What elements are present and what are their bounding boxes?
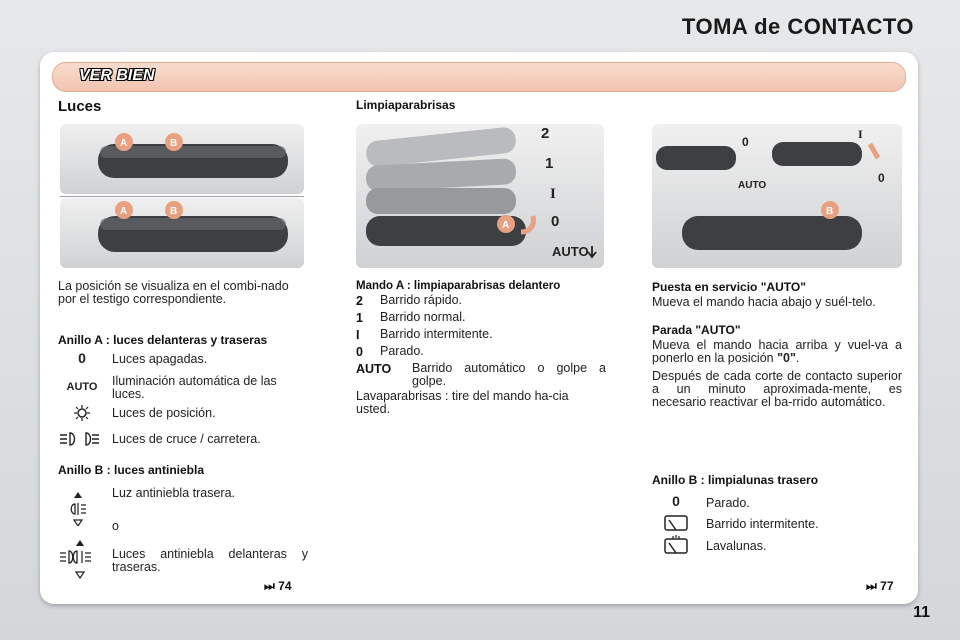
puesta-text: Mueva el mando hacia abajo y suél-telo. bbox=[652, 295, 876, 309]
despues-text: Después de cada corte de contacto superior a un minuto aproximada-mente, es necesario reactivar el ba-rrido automático. bbox=[652, 369, 902, 409]
lavaparabrisas-text: Lavaparabrisas : tire del mando ha-cia usted. bbox=[356, 389, 569, 416]
wiper-key-1: 1 bbox=[356, 311, 363, 325]
ref-74[interactable] bbox=[264, 579, 292, 594]
ref-77[interactable] bbox=[866, 579, 894, 594]
ref-arrow-icon: ⏭ bbox=[866, 579, 877, 593]
rear-washer-icon bbox=[656, 535, 696, 560]
off-icon: 0 bbox=[78, 350, 86, 366]
wiper-item-i: Barrido intermitente. bbox=[380, 327, 493, 341]
rear-fog-icon bbox=[58, 492, 98, 529]
wiper-pos-0: 0 bbox=[551, 213, 560, 230]
rear-wiper-glyph bbox=[663, 514, 689, 534]
rear-wiper-item-intermittent: Barrido intermitente. bbox=[706, 517, 819, 531]
anillo-a-item-auto: Iluminación automática de las luces. bbox=[112, 374, 277, 401]
ring-a-label: A bbox=[120, 138, 128, 149]
headlight-glyph bbox=[58, 431, 102, 447]
puesta-title: Puesta en servicio "AUTO" bbox=[652, 280, 806, 294]
ring-b-label: B bbox=[170, 138, 178, 149]
auto-img-pos-0: 0 bbox=[742, 135, 749, 149]
page-number: 11 bbox=[913, 604, 930, 621]
ref-77-number: 77 bbox=[880, 579, 894, 593]
headlight-icon bbox=[58, 431, 102, 450]
ring-a-label: A bbox=[120, 206, 128, 217]
wiper-item-auto: Barrido automático o golpe a golpe. bbox=[412, 361, 606, 388]
anillo-b-item-rear: Luz antiniebla trasera. bbox=[112, 486, 235, 500]
wiper-item-2: Barrido rápido. bbox=[380, 293, 462, 307]
light-lever-drawing-1 bbox=[60, 124, 304, 194]
rear-wiper-item-washer: Lavalunas. bbox=[706, 539, 767, 553]
wiper-item-1: Barrido normal. bbox=[380, 310, 466, 324]
ref-74-number: 74 bbox=[278, 579, 292, 593]
rear-off-icon: 0 bbox=[672, 493, 680, 509]
wiper-pos-2: 2 bbox=[541, 125, 550, 142]
wiper-lever-image bbox=[356, 124, 604, 268]
ref-arrow-icon: ⏭ bbox=[264, 579, 275, 593]
ring-b-label: B bbox=[170, 206, 178, 217]
auto-wiper-image bbox=[652, 124, 902, 268]
auto-img-pos-auto: AUTO bbox=[738, 180, 767, 191]
arrow-down-icon bbox=[588, 246, 596, 257]
anillo-a-item-headlight: Luces de cruce / carretera. bbox=[112, 432, 261, 446]
anillo-b-or: o bbox=[112, 519, 119, 533]
lever-highlight bbox=[100, 218, 286, 230]
parada-text-main: Mueva el mando hacia arriba y vuel-va a ponerlo en la posición bbox=[652, 338, 902, 365]
auto-img-ring-b: B bbox=[826, 206, 834, 217]
anillo-a-item-off: Luces apagadas. bbox=[112, 352, 208, 366]
auto-wiper-drawing bbox=[652, 124, 902, 268]
anillo-b-item-both: Luces antiniebla delanteras y traseras. bbox=[112, 547, 308, 574]
light-lever-drawing-2 bbox=[60, 198, 304, 268]
section-title: VER BIEN bbox=[79, 67, 155, 84]
wiper-key-0: 0 bbox=[356, 345, 363, 359]
wiper-key-2: 2 bbox=[356, 294, 363, 308]
wiper-pos-1: 1 bbox=[545, 155, 554, 172]
wiper-key-auto: AUTO bbox=[356, 362, 392, 376]
wiper-lever-drawing bbox=[356, 124, 604, 268]
parada-title: Parada "AUTO" bbox=[652, 323, 741, 337]
anillo-a-item-side: Luces de posición. bbox=[112, 406, 216, 420]
auto-icon: AUTO bbox=[66, 381, 98, 393]
section-bar bbox=[52, 62, 906, 92]
parada-text-end: . bbox=[795, 351, 800, 365]
rear-wiper-icon bbox=[656, 514, 696, 537]
luces-intro: La posición se visualiza en el combi-nado por el testigo correspondiente. bbox=[58, 279, 289, 306]
luces-title: Luces bbox=[58, 98, 102, 115]
wiper-key-i: I bbox=[356, 328, 360, 342]
side-light-glyph bbox=[72, 404, 92, 422]
front-rear-fog-icon bbox=[58, 540, 102, 587]
parada-value: "0" bbox=[777, 351, 796, 365]
auto-img-pos-0b: 0 bbox=[878, 171, 885, 185]
wiper-pos-auto: AUTO bbox=[552, 244, 589, 259]
light-lever-image-1 bbox=[60, 124, 304, 194]
rear-fog-glyph bbox=[66, 492, 90, 526]
side-light-icon bbox=[62, 404, 102, 425]
rear-washer-glyph bbox=[663, 535, 689, 557]
parada-text bbox=[652, 339, 902, 365]
mando-a-title: Mando A : limpiaparabrisas delantero bbox=[356, 280, 561, 292]
wiper-ring-a-label: A bbox=[502, 220, 510, 231]
anillo-a-title: Anillo A : luces delanteras y traseras bbox=[58, 333, 268, 347]
front-rear-fog-glyph bbox=[58, 540, 102, 584]
wiper-pos-i: I bbox=[550, 186, 556, 202]
light-lever-image-2 bbox=[60, 198, 304, 268]
wiper-item-0: Parado. bbox=[380, 344, 424, 358]
rear-wiper-item-off: Parado. bbox=[706, 496, 750, 510]
divider bbox=[60, 196, 304, 197]
page-title: TOMA de CONTACTO bbox=[681, 14, 914, 39]
auto-img-pos-i: I bbox=[858, 127, 863, 141]
limpia-title: Limpiaparabrisas bbox=[356, 98, 456, 112]
anillo-b-title: Anillo B : luces antiniebla bbox=[58, 463, 205, 477]
anillo-b-trasero-title: Anillo B : limpialunas trasero bbox=[652, 473, 819, 487]
